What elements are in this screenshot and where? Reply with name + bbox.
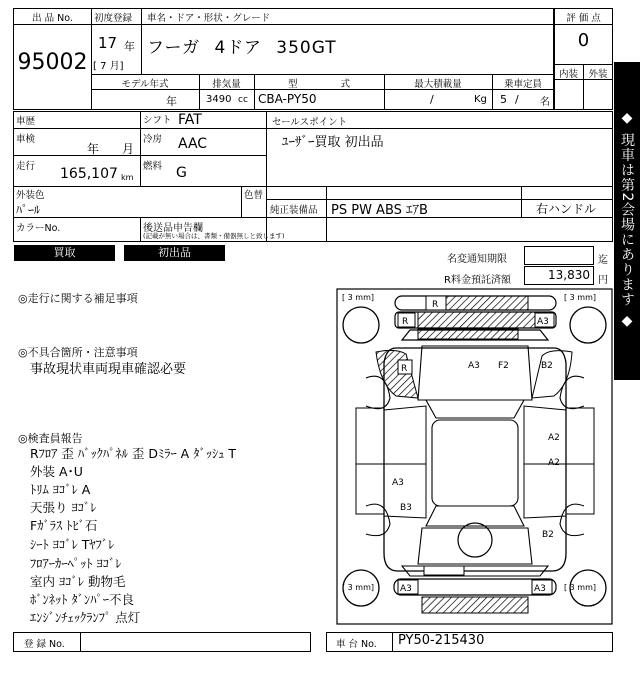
car-header-divider	[91, 24, 554, 25]
mark-door-rr-a2: A2	[548, 458, 560, 468]
inspector-heading: ◎検査員報告	[18, 432, 83, 445]
right-banner-text: ◆ 現車は第2会場にあります ◆	[619, 110, 635, 330]
mark-hood-f2: F2	[498, 361, 509, 371]
aircon-value: AAC	[178, 136, 208, 152]
tire-label-rl: [ 3 mm]	[342, 583, 375, 592]
load-unit: Kg	[474, 94, 487, 105]
first-listing-badge: 初出品	[124, 245, 225, 261]
lot-number: 95002	[17, 50, 88, 75]
model-value: CBA-PY50	[258, 92, 317, 106]
name-change-unit: 迄	[598, 255, 608, 266]
displacement-unit: cc	[238, 95, 248, 105]
sales-point-value: ﾕｰｻﾞｰ買取 初出品	[282, 135, 384, 150]
details-vline-after	[326, 217, 327, 242]
capacity-value: 5	[500, 93, 507, 106]
chassis-value: PY50-215430	[398, 633, 485, 648]
defects-text: 事故現状車両現車確認必要	[30, 362, 187, 377]
report-line-7: ﾌﾛｱｰｶｰﾍﾟｯﾄ ﾖｺﾞﾚ	[30, 556, 122, 571]
tire-front-left	[343, 307, 379, 343]
fuel-label: 燃料	[143, 161, 163, 172]
details-hline-2	[13, 155, 266, 156]
car-header-vline	[141, 8, 142, 75]
name-change-box	[524, 246, 594, 265]
mark-grille-r: R	[402, 317, 409, 327]
details-hline-3	[13, 186, 613, 187]
max-load-header: 最大積載量	[414, 79, 462, 90]
handle-value: 右ハンドル	[536, 202, 597, 216]
oem-value: PS PW ABS ｴｱB	[331, 203, 428, 218]
details-vline-color2	[140, 217, 141, 242]
mark-fender-r: R	[401, 364, 408, 374]
tire-front-right	[570, 307, 606, 343]
shift-label: シフト	[143, 115, 172, 126]
buy-badge: 買取	[14, 245, 115, 261]
first-reg-label: 初度登録	[94, 13, 133, 24]
model-header: 型 式	[287, 79, 351, 90]
details-hline-1	[13, 128, 266, 129]
color-no-label: カラーNo.	[16, 223, 61, 234]
oem-label: 純正装備品	[270, 205, 318, 216]
reg-month: [ 7 月]	[93, 61, 124, 72]
chassis-divider	[392, 632, 393, 652]
model-year-unit: 年	[166, 95, 177, 108]
tire-label-rr: [ 3 mm]	[564, 583, 597, 592]
shift-value: FAT	[178, 112, 202, 128]
reg-no-label: 登 録 No.	[24, 639, 65, 650]
inspection-label: 車検	[16, 134, 36, 145]
mileage-unit: km	[121, 173, 134, 182]
history-label: 車歴	[16, 116, 36, 127]
after-label: 後送品申告欄	[143, 223, 203, 234]
exterior-label: 外装	[588, 69, 608, 80]
aircon-label: 冷房	[143, 134, 163, 145]
mark-qtr-b3: B3	[400, 503, 412, 513]
supplement-heading: ◎走行に関する補足事項	[18, 292, 138, 305]
car-damage-diagram	[336, 288, 614, 626]
capacity-unit: 名	[540, 97, 550, 108]
report-line-2: 外装 A･U	[30, 464, 83, 479]
displacement-header: 排気量	[212, 79, 241, 90]
recycle-value: 13,830	[548, 268, 590, 282]
report-line-3: ﾄﾘﾑ ﾖｺﾞﾚ A	[30, 482, 91, 497]
after-note: (記載が無い場合は、書類・備器無しと致します)	[143, 232, 285, 240]
mileage-label: 走行	[16, 161, 36, 172]
name-change-label: 名変通知期限	[447, 254, 507, 265]
tire-label-fr: [ 3 mm]	[564, 293, 597, 302]
fuel-value: G	[176, 165, 187, 181]
report-line-4: 天張り ﾖｺﾞﾚ	[30, 500, 97, 515]
car-name-label: 車名・ドア・形状・グレード	[147, 13, 271, 24]
details-vline-oem	[326, 186, 327, 217]
report-line-8: 室内 ﾖｺﾞﾚ 動物毛	[30, 574, 126, 589]
report-line-1: Rﾌﾛｱ 歪 ﾊﾞｯｸﾊﾟﾈﾙ 歪 Dﾐﾗｰ A ﾀﾞｯｼｭ T	[30, 446, 237, 461]
tire-label-fl: [ 3 mm]	[342, 293, 375, 302]
interior-label: 内装	[558, 69, 578, 80]
ext-color-label: 外装色	[16, 190, 45, 201]
details-hline-sp	[266, 128, 613, 129]
capacity-header: 乗車定員	[503, 79, 542, 90]
report-line-5: Fｶﾞﾗｽ ﾄﾋﾞ石	[30, 518, 98, 533]
details-vline-handle	[521, 186, 522, 217]
mileage-value: 165,107	[60, 166, 118, 182]
report-line-9: ﾎﾞﾝﾈｯﾄ ﾀﾞﾝﾊﾟｰ不良	[30, 592, 134, 607]
model-year-header: モデル年式	[121, 79, 169, 90]
reg-no-divider	[80, 632, 81, 652]
inspection-year-unit: 年	[87, 142, 100, 156]
displacement-value: 3490	[206, 94, 232, 105]
defects-heading: ◎不具合箇所・注意事項	[18, 346, 138, 359]
recycle-label: R料金預託済額	[444, 275, 511, 286]
reg-year: 17	[98, 34, 118, 52]
report-line-10: ｴﾝｼﾞﾝﾁｪｯｸﾗﾝﾌﾟ 点灯	[30, 610, 141, 625]
mark-grille-a3: A3	[537, 317, 549, 327]
score-label: 評 価 点	[566, 13, 601, 24]
mark-hood-a3: A3	[468, 361, 480, 371]
details-vline-2	[266, 111, 267, 242]
score-value: 0	[577, 30, 590, 51]
color-change-label: 色替	[244, 190, 264, 201]
lot-label: 出 品 No.	[32, 13, 73, 24]
sales-point-label: セールスポイント	[272, 117, 348, 128]
recycle-unit: 円	[598, 275, 608, 286]
ext-color-value: ﾊﾟｰﾙ	[16, 203, 41, 217]
car-name: フーガ 4ドア 350GT	[147, 38, 337, 58]
chassis-label: 車 台 No.	[336, 639, 377, 650]
mark-rear-bumper-a3-left: A3	[400, 584, 412, 594]
mark-front-bumper-r: R	[432, 300, 439, 310]
mark-fender-b2: B2	[541, 361, 553, 371]
load-slash: /	[430, 93, 434, 106]
mark-qtr-b2: B2	[542, 530, 554, 540]
mark-door-fr-a2: A2	[548, 433, 560, 443]
details-vline-color	[241, 186, 242, 217]
report-line-6: ｼｰﾄ ﾖｺﾞﾚ Tﾔﾌﾞﾚ	[30, 537, 115, 552]
details-hline-4	[13, 217, 613, 218]
details-vline-1	[140, 111, 141, 187]
mark-rear-bumper-a3-right: A3	[534, 584, 546, 594]
mark-door-rl-a3: A3	[392, 478, 404, 488]
reg-year-unit: 年	[124, 40, 135, 53]
inspection-month-unit: 月	[122, 142, 135, 156]
capacity-slash: /	[515, 93, 519, 106]
